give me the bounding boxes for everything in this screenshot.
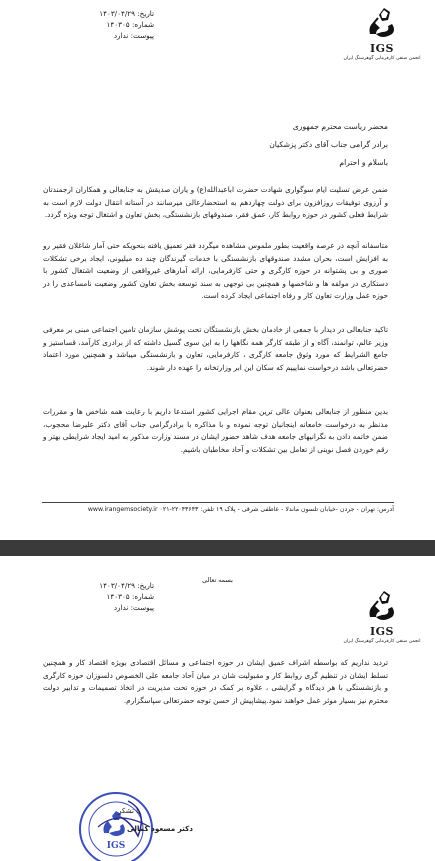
logo-society-name: انجمن صنفی کارفرمایی گوهرسنگ ایران	[343, 56, 421, 61]
date-label: تاریخ:	[137, 9, 154, 18]
number-label-2: شماره:	[131, 592, 154, 601]
gem-hand-icon	[362, 587, 402, 627]
date-line	[44, 8, 154, 19]
letter-page-2	[0, 565, 435, 861]
letter-footer: آدرس: تهران - جردن -خیابان تلسون ماندلا - عاطفی شرقی - پلاک ۱۹ تلفن: ۲۲۰۴۳۶۴۳-۰۲۱ www.irangemsociety.ir	[87, 506, 394, 513]
logo-acronym: IGS	[370, 42, 394, 55]
greeting-line: باسلام و احترام	[339, 158, 388, 167]
paragraph-3: تاکید جنابعالی در دیدار با جمعی از خادمان بخش بازنشستگان تحت پوشش سازمان تامین اجتماعی مبنی بر معرفی وزیر عالم، توانمند، آگاه و از طبقه کارگر همه نگاهها را به این سوی گسیل داشته که از برادری کارآمد، قساستیز و جامع الشرایط که مورد وثوق جامعه کارگری ، کارفرمایی، تعاون و بازنشستگی میباشد و همچنین مورد اعتماد حضرتعالی باشد درخواست نمایییم که سکان این ابر وزارتخانه را عهده دار شوند.	[43, 325, 388, 372]
letter-salutation	[43, 118, 388, 172]
paragraph-4: بدین منظور از جنابعالی بعنوان عالی ترین مقام اجرایی کشور استدعا داریم با رعایت همه شاخص ها و مقررات مدنظر به درخواست خامعانه اینجانبان توجه نموده و با مذاکره با برادرگرامی جناب آقای دکتر علیرضا محجوب، ضمن خاتمه دادن به نگرانیهای جامعه هدف شاهد حضور ایشان در مسند وزارت مذکور به امید ایجاد شرایطی بهتر و رقم خوردن فصل نوینی از تعامل بین تشکلات و آحاد مخاطبان باشیم.	[43, 407, 388, 454]
number-label: شماره:	[131, 20, 154, 29]
igs-logo-2	[343, 587, 421, 644]
attachment-value: ندارد	[113, 31, 129, 40]
addressee-line: برادر گرامی جناب آقای دکتر پزشکیان	[269, 140, 388, 149]
footer-divider	[42, 502, 394, 503]
date-value: ۱۴۰۳/۰۴/۲۹	[99, 9, 135, 18]
gem-hand-icon	[362, 4, 402, 44]
attachment-value-2: ندارد	[113, 603, 129, 612]
number-line	[44, 19, 154, 30]
letter-meta	[44, 8, 154, 41]
paragraph-2: متاسفانه آنچه در عرصه واقعیت بطور ملموس مشاهده میگردد فقر تعمیق یافته بنحویکه حتی آمار شاغلان فقیر رو به افزایش است، بحران مشدد صندوقهای بازنشستگی با خدمات گیرندگان چند ده میلیونی، ایجاد برخی تشکلات صوری و بی پشتوانه در حوزه کارگری و حتی کارفرمایی، ارائه آمارهای غیرواقعی از وضعیت اشتغال کشور با دستکاری در مولفه ها و شاخصها و همچنین بی توجهی به سند توسعه بخش تعاون کشور وضعیت نامساعدی را در حوزه عمل وزارت تعاون کار و رفاه اجتماعی ایجاد کرده است.	[43, 241, 388, 301]
logo-society-name-2: انجمن صنفی کارفرمایی گوهرسنگ ایران	[343, 639, 421, 644]
attachment-line	[44, 30, 154, 41]
society-stamp	[68, 781, 164, 861]
number-value-2: ۱۴۰۳۰۵	[106, 592, 130, 601]
paragraph-5: تردید نداریم که بواسطه اشراف عمیق ایشان در حوزه اجتماعی و مسائل اقتصادی بویژه اقتصاد کار و همچنین تسلط ایشان در تنظیم گری روابط کار و مقبولیت شان در میان آحاد جامعه علی الخصوص دلسوزان حوزه کارگری و بازنشستگی با هر دیدگاه و گرایشی ، علاوه بر کمک در حوزه تحت مدیریت در اتخاذ تصمیمات و تدابیر دولت محترم نیز بسیار موثر عمل خواهند نمود.پیشاپیش از حسن توجه حضرتعالی سپاسگزارم.	[43, 658, 388, 705]
page-separator	[0, 532, 435, 565]
igs-logo	[343, 4, 421, 61]
signatory-name: دکتر مسعود کمالی	[127, 824, 193, 833]
number-value: ۱۴۰۳۰۵	[106, 20, 130, 29]
letter-meta-2	[44, 580, 154, 613]
thanks-line: با تشکر	[118, 807, 141, 815]
paragraph-1: ضمن عرض تسلیت ایام سوگواری شهادت حضرت اباعبدالله(ع) و یاران صدیقش به جنابعالی و همکاران ارجمندتان و آرزوی توفیقات روزافزون برای دولت چهاردهم به استحضارعالی میرسانند در آستانه انتقال دولت لازم است به شرایط فعلی کشور در حوزه روابط کار، عمق فقر، صندوقهای بازنشستگی، بخش تعاون و اشتغال توجه ویژه گردد.	[43, 185, 388, 220]
logo-acronym-2: IGS	[370, 625, 394, 638]
recipient-line: محضر ریاست محترم جمهوری	[292, 122, 388, 131]
date-label-2: تاریخ:	[137, 581, 154, 590]
attachment-label: پیوست:	[130, 31, 154, 40]
date-line-2	[44, 580, 154, 591]
stamp-acronym: IGS	[106, 841, 126, 851]
date-value-2: ۱۴۰۳/۰۴/۲۹	[99, 581, 135, 590]
number-line-2	[44, 591, 154, 602]
basmala: بسمه تعالی	[202, 576, 233, 584]
attachment-label-2: پیوست:	[130, 603, 154, 612]
attachment-line-2	[44, 602, 154, 613]
